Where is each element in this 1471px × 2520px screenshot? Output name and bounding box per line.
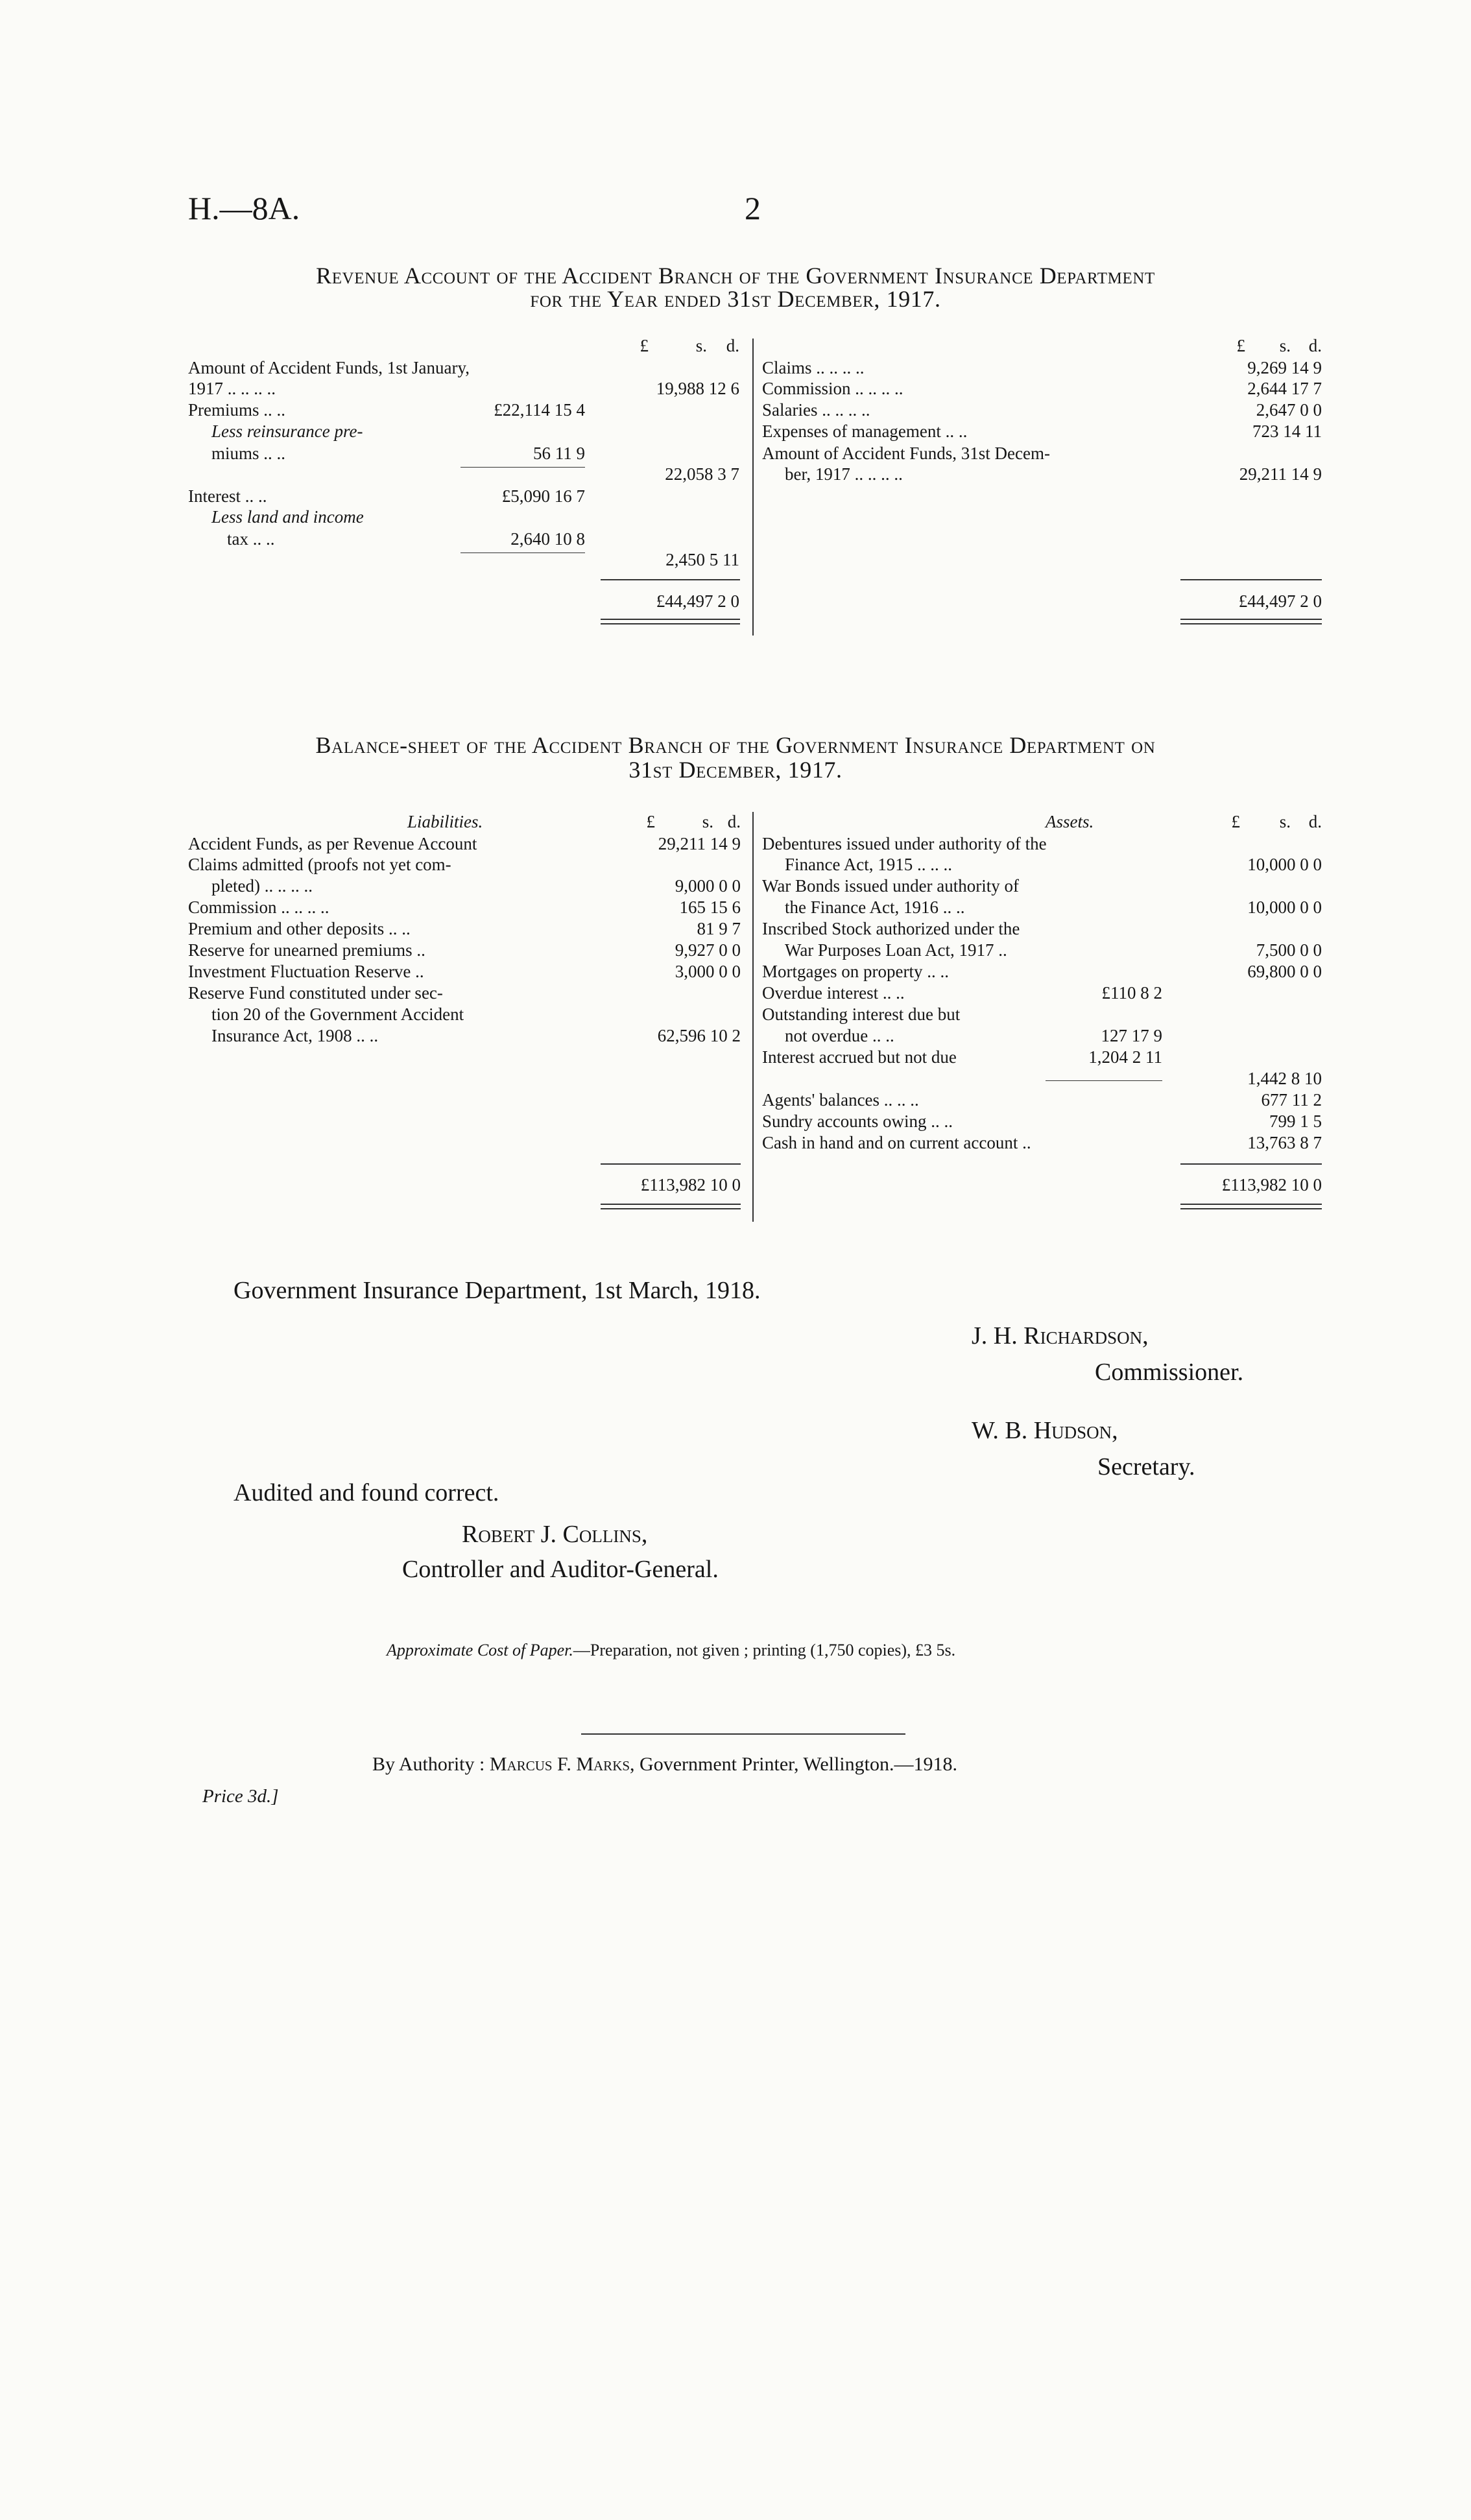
cost-text: —Preparation, not given ; printing (1,750 copies), £3 5s. <box>573 1641 956 1659</box>
balance-title-line1: Balance-sheet of the Accident Branch of the Government Insurance Department on <box>315 732 1156 758</box>
asset-line: not overdue .. .. <box>785 1026 894 1045</box>
auditor-title: Controller and Auditor-General. <box>402 1556 719 1583</box>
bal-right-pence-header: d. <box>1308 812 1322 831</box>
rev-left-pence-header: d. <box>726 336 739 355</box>
liab-unearned-amount: 9,927 0 0 <box>675 940 741 960</box>
asset-war-bonds-amount: 10,000 0 0 <box>1247 897 1322 917</box>
liability-line: Reserve for unearned premiums .. <box>188 940 425 960</box>
balance-column-divider <box>752 812 754 1222</box>
rev-reinsurance: 56 11 9 <box>533 444 585 463</box>
rev-right-total-rule <box>1180 579 1322 580</box>
asset-line: Cash in hand and on current account .. <box>762 1133 1031 1152</box>
rev-right-total: £44,497 2 0 <box>1238 591 1322 611</box>
rev-closing-funds-amount: 29,211 14 9 <box>1239 464 1322 484</box>
rev-commission-amount: 2,644 17 7 <box>1247 379 1322 398</box>
rev-left-line: Premiums .. .. <box>188 400 286 420</box>
rev-right-total-double-rule <box>1180 619 1322 620</box>
liability-line: Insurance Act, 1908 .. .. <box>211 1026 379 1045</box>
printer-name: Marcus F. Marks, <box>489 1753 635 1775</box>
rev-right-line: Commission .. .. .. .. <box>762 379 903 398</box>
asset-total-double-rule <box>1180 1208 1322 1209</box>
asset-line: Sundry accounts owing .. .. <box>762 1111 953 1131</box>
rev-right-total-double-rule <box>1180 623 1322 624</box>
rev-right-pence-header: d. <box>1308 336 1322 355</box>
rev-salaries-amount: 2,647 0 0 <box>1256 400 1322 420</box>
price-note: Price 3d.] <box>202 1786 279 1807</box>
rev-left-line: Interest .. .. <box>188 486 267 506</box>
rev-left-shilling-header: s. <box>695 336 707 355</box>
revenue-column-divider <box>752 339 754 636</box>
asset-line: War Purposes Loan Act, 1917 .. <box>785 940 1007 960</box>
rev-right-line: Salaries .. .. .. .. <box>762 400 870 420</box>
asset-line: Finance Act, 1915 .. .. .. <box>785 855 952 874</box>
liab-total-double-rule <box>601 1208 741 1209</box>
cost-label: Approximate Cost of Paper. <box>387 1641 573 1659</box>
asset-inscribed-stock-amount: 7,500 0 0 <box>1256 940 1322 960</box>
liab-commission-amount: 165 15 6 <box>679 897 741 917</box>
liability-line: Premium and other deposits .. .. <box>188 919 411 938</box>
asset-line: Overdue interest .. .. <box>762 983 905 1003</box>
bal-right-shilling-header: s. <box>1279 812 1291 831</box>
asset-line: Interest accrued but not due <box>762 1047 957 1067</box>
cost-note <box>387 1641 955 1660</box>
liability-line: Claims admitted (proofs not yet com- <box>188 855 451 874</box>
asset-line: Agents' balances .. .. .. <box>762 1090 919 1110</box>
rev-net-interest-amount: 2,450 5 11 <box>665 550 739 569</box>
rev-left-total-double-rule <box>601 623 740 624</box>
rev-left-line: 1917 .. .. .. .. <box>188 379 276 398</box>
rev-tax: 2,640 10 8 <box>510 529 585 549</box>
asset-cash-amount: 13,763 8 7 <box>1247 1133 1322 1152</box>
liability-line: tion 20 of the Government Accident <box>211 1004 464 1024</box>
asset-interest-subrule <box>1046 1080 1162 1081</box>
liabilities-heading: Liabilities. <box>407 812 483 831</box>
liability-line: Accident Funds, as per Revenue Account <box>188 834 477 853</box>
liability-line: Reserve Fund constituted under sec- <box>188 983 443 1003</box>
rev-expenses-amount: 723 14 11 <box>1252 422 1322 441</box>
bal-left-pence-header: d. <box>727 812 741 831</box>
liab-total-rule <box>601 1163 741 1165</box>
asset-sundry-amount: 799 1 5 <box>1269 1111 1322 1131</box>
rev-left-line: Less land and income <box>211 507 364 527</box>
bal-right-pound-header: £ <box>1231 812 1240 831</box>
asset-overdue-interest: £110 8 2 <box>1101 983 1162 1003</box>
assets-heading: Assets. <box>1046 812 1094 831</box>
rev-left-pound-header: £ <box>640 336 649 355</box>
asset-total-rule <box>1180 1163 1322 1165</box>
liab-accident-funds-amount: 29,211 14 9 <box>658 834 741 853</box>
asset-line: Inscribed Stock authorized under the <box>762 919 1020 938</box>
asset-total: £113,982 10 0 <box>1221 1175 1322 1195</box>
dateline: Government Insurance Department, 1st March, 1918. <box>233 1277 761 1304</box>
asset-debentures-amount: 10,000 0 0 <box>1247 855 1322 874</box>
rev-claims-amount: 9,269 14 9 <box>1247 358 1322 377</box>
bal-left-pound-header: £ <box>646 812 655 831</box>
asset-line: Mortgages on property .. .. <box>762 962 949 981</box>
liab-claims-amount: 9,000 0 0 <box>675 876 741 896</box>
asset-total-double-rule <box>1180 1204 1322 1205</box>
rev-left-line: tax .. .. <box>227 529 275 549</box>
liab-deposits-amount: 81 9 7 <box>697 919 741 938</box>
asset-line: the Finance Act, 1916 .. .. <box>785 897 965 917</box>
rev-left-line: Less reinsurance pre- <box>211 422 363 441</box>
signatory2-title: Secretary. <box>1097 1453 1195 1480</box>
rev-interest-gross: £5,090 16 7 <box>501 486 585 506</box>
rev-right-line: Amount of Accident Funds, 31st Decem- <box>762 444 1050 463</box>
asset-outstanding-interest: 127 17 9 <box>1101 1026 1162 1045</box>
revenue-title-line1: Revenue Account of the Accident Branch of the Government Insurance Department <box>316 263 1155 289</box>
liab-total-double-rule <box>601 1204 741 1205</box>
authority-suffix: Government Printer, Wellington.—1918. <box>640 1753 957 1775</box>
rev-right-line: Expenses of management .. .. <box>762 422 968 441</box>
rev-net-premiums-amount: 22,058 3 7 <box>665 464 739 484</box>
signatory1-name: J. H. Richardson, <box>972 1322 1149 1349</box>
asset-accrued-interest: 1,204 2 11 <box>1088 1047 1162 1067</box>
document-reference: H.—8A. <box>188 190 300 226</box>
asset-line: War Bonds issued under authority of <box>762 876 1020 896</box>
asset-mortgages-amount: 69,800 0 0 <box>1247 962 1322 981</box>
bal-left-shilling-header: s. <box>702 812 713 831</box>
rev-left-line: Amount of Accident Funds, 1st January, <box>188 358 470 377</box>
page-number: 2 <box>745 190 761 226</box>
rev-left-line: miums .. .. <box>211 444 286 463</box>
rev-left-total-double-rule <box>601 619 740 620</box>
liability-line: Investment Fluctuation Reserve .. <box>188 962 424 981</box>
liab-fluctuation-amount: 3,000 0 0 <box>675 962 741 981</box>
rev-right-pound-header: £ <box>1236 336 1245 355</box>
asset-interest-total-amount: 1,442 8 10 <box>1247 1069 1322 1088</box>
printer-authority <box>372 1753 957 1776</box>
asset-line: Debentures issued under authority of the <box>762 834 1047 853</box>
authority-prefix: By Authority : <box>372 1753 485 1775</box>
rev-premiums-gross: £22,114 15 4 <box>494 400 585 420</box>
revenue-title-line2: for the Year ended 31st December, 1917. <box>530 286 941 312</box>
rev-left-total: £44,497 2 0 <box>656 591 739 611</box>
audit-statement: Audited and found correct. <box>233 1479 499 1506</box>
auditor-name: Robert J. Collins, <box>462 1521 648 1548</box>
signatory1-title: Commissioner. <box>1095 1359 1244 1386</box>
signatory2-name: W. B. Hudson, <box>972 1417 1118 1444</box>
rev-right-line: ber, 1917 .. .. .. .. <box>785 464 903 484</box>
rev-premium-subrule <box>460 467 585 468</box>
asset-agents-amount: 677 11 2 <box>1261 1090 1322 1110</box>
asset-line: Outstanding interest due but <box>762 1004 961 1024</box>
rev-left-total-rule <box>601 579 740 580</box>
balance-title-line2: 31st December, 1917. <box>628 757 843 783</box>
liability-line: pleted) .. .. .. .. <box>211 876 313 896</box>
rev-right-line: Claims .. .. .. .. <box>762 358 865 377</box>
liability-line: Commission .. .. .. .. <box>188 897 329 917</box>
footer-rule <box>581 1733 905 1735</box>
liab-total: £113,982 10 0 <box>640 1175 741 1195</box>
rev-opening-funds-amount: 19,988 12 6 <box>656 379 739 398</box>
rev-right-shilling-header: s. <box>1279 336 1291 355</box>
liab-reserve-amount: 62,596 10 2 <box>657 1026 741 1045</box>
